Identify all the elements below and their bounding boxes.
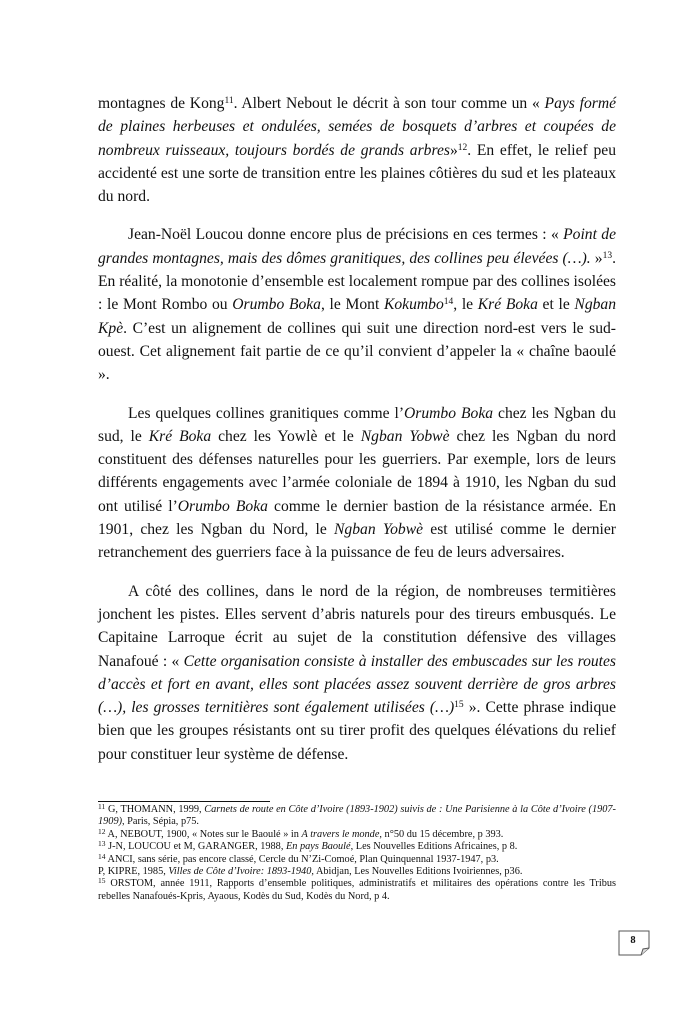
italic-text: Orumbo Boka [177, 497, 268, 515]
text-run: ANCI, sans série, pas encore classé, Cercle du N’Zi-Comoé, Plan Quinquennal 1937-1947, p3. [105, 853, 499, 865]
footnote [98, 851, 616, 866]
footnotes [98, 804, 616, 903]
footnote [98, 878, 616, 903]
text-run: , Les Nouvelles Editions Africaines, p 8. [350, 841, 518, 853]
paragraph [98, 580, 616, 766]
italic-text: Carnets de route en Côte d’Ivoire (1893-1902) suivis de : Une Parisienne à la Côte d’Ivoire (1907-1909) [98, 804, 616, 828]
footnote [98, 804, 616, 829]
text-run: et le [537, 296, 575, 314]
footnote-ref: 11 [98, 802, 106, 811]
body-text [98, 92, 616, 781]
footnote [98, 866, 616, 878]
text-run: , le Mont [320, 296, 384, 314]
italic-text: Orumbo Boka [404, 404, 494, 422]
footnote-ref: 13 [98, 839, 106, 849]
footnote-ref: 13 [602, 250, 613, 261]
footnote-ref: 14 [98, 851, 106, 861]
italic-text: Villes de Côte d’Ivoire: 1893-1940 [168, 866, 312, 878]
italic-text: Ngban Yobwè [334, 521, 424, 539]
text-run: chez les Yowlè et le [211, 427, 361, 445]
italic-text: Point de grandes montagnes, mais des dômes granitiques, des collines peu élevées (…). [98, 226, 616, 267]
footnote-ref: 15 [98, 876, 106, 886]
paragraph [98, 402, 616, 565]
text-run: chez les Ngban du nord constituent des défenses naturelles pour les guerriers. Par exemple, lors de leurs différents engagements avec l’armée coloniale de 1894 à 1910, les Ngban du sud ont utilisé l’ [98, 427, 616, 515]
footnote [98, 841, 616, 853]
text-run: montagnes de Kong [98, 95, 225, 112]
footnote-separator [98, 801, 270, 802]
italic-text: Kré Boka [477, 296, 538, 314]
footnote-ref: 14 [443, 297, 454, 308]
paragraph [98, 223, 616, 386]
text-run: est utilisé comme le dernier retranchement des guerriers face à la puissance de feu de leurs adversaires. [98, 521, 616, 562]
text-run: , n°50 du 15 décembre, p 393. [379, 828, 504, 840]
text-run: P, KIPRE, 1985, [98, 866, 169, 878]
text-run: . En réalité, la monotonie d’ensemble est localement rompue par des collines isolées : le Mont Rombo ou [98, 249, 617, 314]
text-run: J-N, LOUCOU et M, GARANGER, 1988, [105, 841, 286, 853]
text-run: A, NEBOUT, 1900, « Notes sur le Baoulé » in [105, 828, 302, 840]
text-run: . Albert Nebout le décrit à son tour comme un « [233, 95, 545, 112]
text-run: . C’est un alignement de collines qui suit une direction nord-est vers le sud-ouest. Cet alignement fait partie de ce qu’il convient d’appeler la « chaîne baoulé ». [98, 319, 616, 384]
text-run: , le [453, 296, 478, 314]
text-run: , Abidjan, Les Nouvelles Editions Ivoiriennes, p36. [311, 866, 523, 878]
text-run: Les quelques collines granitiques comme l’ [128, 404, 405, 422]
text-run: ». Cette phrase indique bien que les groupes résistants ont su tirer profit des quelques élévations du relief pour constituer leur système de défense. [98, 699, 617, 763]
text-run: chez les Ngban du sud, le [98, 404, 616, 445]
text-run: » [590, 249, 603, 267]
text-run: Jean-Noël Loucou donne encore plus de précisions en ces termes : « [128, 226, 564, 244]
paragraph [98, 92, 616, 208]
text-run: A côté des collines, dans le nord de la région, de nombreuses termitières jonchent les pistes. Elles servent d’abris naturels pour des tireurs embusqués. Le Capitaine Larroque écrit au sujet de la constitution défensive des villages Nanafoué : « [98, 582, 616, 670]
italic-text: En pays Baoulé [285, 841, 351, 853]
text-run: ORSTOM, année 1911, Rapports d’ensemble politiques, administratifs et militaires des opérations contre les Tribus rebelles Nanafoués-Kpris, Ayaous, Kodès du Sud, Kodès du Nord, p 4. [98, 878, 616, 902]
italic-text: Cette organisation consiste à installer des embuscades sur les routes d’accès et fort en avant, elles sont placées assez souvent derrière de gros arbres (…), les grosses ternitières sont également utilisées (…) [98, 652, 616, 717]
text-run: » [449, 141, 458, 159]
page-number: 8 [630, 935, 636, 946]
page-number-box [618, 930, 650, 956]
italic-text: Kré Boka [148, 427, 212, 445]
text-run: comme le dernier bastion de la résistance armée. En 1901, chez les Ngban du Nord, le [98, 497, 617, 539]
italic-text: Orumbo Boka [232, 296, 321, 314]
footnote-ref: 11 [224, 96, 234, 106]
footnote [98, 826, 616, 841]
text-run: , Paris, Sépia, p75. [122, 816, 199, 828]
footnote-ref: 12 [98, 826, 106, 836]
italic-text: Ngban Yobwè [360, 427, 450, 445]
italic-text: A travers le monde [301, 828, 380, 840]
italic-text: Pays formé de plaines herbeuses et ondulées, semées de bosquets d’arbres et coupées de nombreux ruisseaux, toujours bordés de grands arbres [98, 95, 617, 159]
text-run: G, THOMANN, 1999, [105, 804, 205, 815]
text-run: . En effet, le relief peu accidenté est une sorte de transition entre les plaines côtières du sud et les plateaux du nord. [98, 141, 616, 206]
footnote-ref: 12 [457, 142, 468, 153]
italic-text: Ngban Kpè [98, 296, 617, 337]
italic-text: Kokumbo [383, 296, 444, 314]
footnote-ref: 15 [454, 700, 464, 711]
